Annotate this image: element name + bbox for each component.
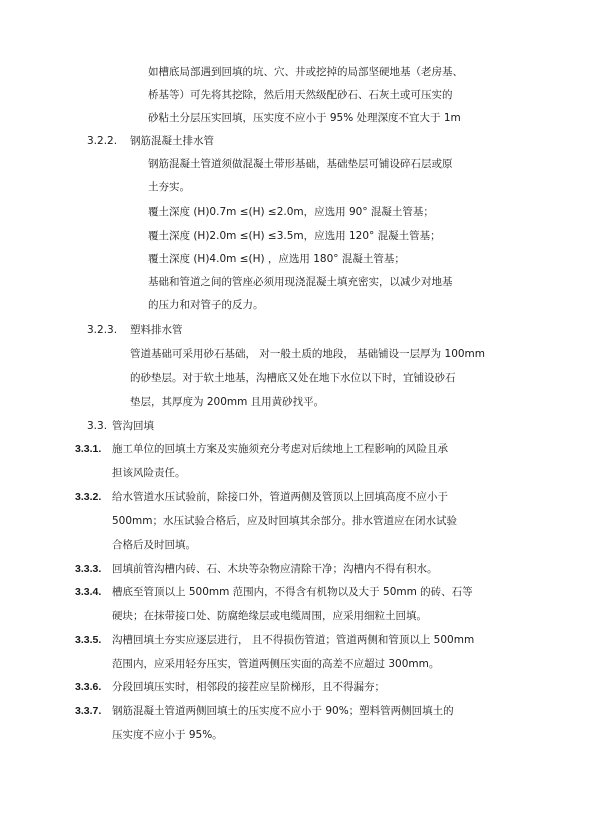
paragraph-line: 垫层，其厚度为 200mm 且用黄砂找平。 [130,396,325,408]
paragraph-line: 覆土深度 (H)4.0m ≤(H) ，应选用 180° 混凝土管基； [148,253,405,265]
item-number: 3.3.2. [75,491,102,503]
paragraph-line: 的压力和对管子的反力。 [148,299,264,311]
item-line: 施工单位的回填土方案及实施须充分考虑对后续地上工程影响的风险且承 [112,443,448,455]
paragraph-line: 土夯实。 [148,181,190,193]
intro-line: 如槽底局部遇到回填的坑、穴、井或挖掉的局部坚硬地基（老房基、 [148,66,463,78]
item-line: 硬块；在抹带接口处、防腐绝缘层或电缆周围，应采用细粒土回填。 [112,610,427,622]
section-number: 3.3. [87,420,108,432]
item-line: 500mm；水压试验合格后，应及时回填其余部分。排水管道应在闭水试验 [112,515,457,527]
item-number: 3.3.7. [75,705,102,717]
section-number: 3.2.3. [87,324,118,336]
item-line: 钢筋混凝土管道两侧回填土的压实度不应小于 90%；塑料管两侧回填土的 [112,705,454,717]
paragraph-line: 基础和管道之间的管座必须用现浇混凝土填充密实，以减少对地基 [148,276,453,288]
section-title: 管沟回填 [112,420,154,432]
intro-line: 桥基等）可先将其挖除，然后用天然级配砂石、石灰土或可压实的 [148,89,453,101]
item-number: 3.3.1. [75,443,102,455]
paragraph-line: 覆土深度 (H)2.0m ≤(H) ≤3.5m，应选用 120° 混凝土管基； [148,230,441,242]
section-title: 钢筋混凝土排水管 [130,135,214,147]
paragraph-line: 钢筋混凝土管道须做混凝土带形基础，基础垫层可铺设碎石层或原 [148,158,453,170]
item-line: 压实度不应小于 95%。 [112,729,223,741]
item-line: 分段回填压实时，相邻段的接茬应呈阶梯形，且不得漏夯； [112,681,385,693]
item-line: 回填前管沟槽内砖、石、木块等杂物应清除干净；沟槽内不得有积水。 [112,563,438,575]
paragraph-line: 覆土深度 (H)0.7m ≤(H) ≤2.0m，应选用 90° 混凝土管基； [148,206,434,218]
item-line: 给水管道水压试验前，除接口外，管道两侧及管顶以上回填高度不应小于 [112,491,448,503]
item-line: 沟槽回填土夯实应逐层进行， 且不得损伤管道；管道两侧和管顶以上 500mm [112,634,475,646]
paragraph-line: 管道基础可采用砂石基础， 对一般土质的地段， 基础铺设一层厚为 100mm [130,348,486,360]
paragraph-line: 的砂垫层。对于软土地基，沟槽底又处在地下水位以下时，宜铺设砂石 [130,372,456,384]
item-line: 槽底至管顶以上 500mm 范围内，不得含有机物以及大于 50mm 的砖、石等 [112,586,473,598]
section-title: 塑料排水管 [130,324,183,336]
item-line: 范围内，应采用轻夯压实，管道两侧压实面的高差不应超过 300mm。 [112,658,440,670]
item-number: 3.3.5. [75,634,102,646]
item-number: 3.3.6. [75,681,102,693]
item-number: 3.3.3. [75,563,102,575]
intro-line: 砂粘土分层压实回填，压实度不应小于 95% 处理深度不宜大于 1m [148,112,461,124]
item-line: 合格后及时回填。 [112,539,196,551]
item-number: 3.3.4. [75,586,102,598]
section-number: 3.2.2. [87,135,118,147]
item-line: 担该风险责任。 [112,467,186,479]
